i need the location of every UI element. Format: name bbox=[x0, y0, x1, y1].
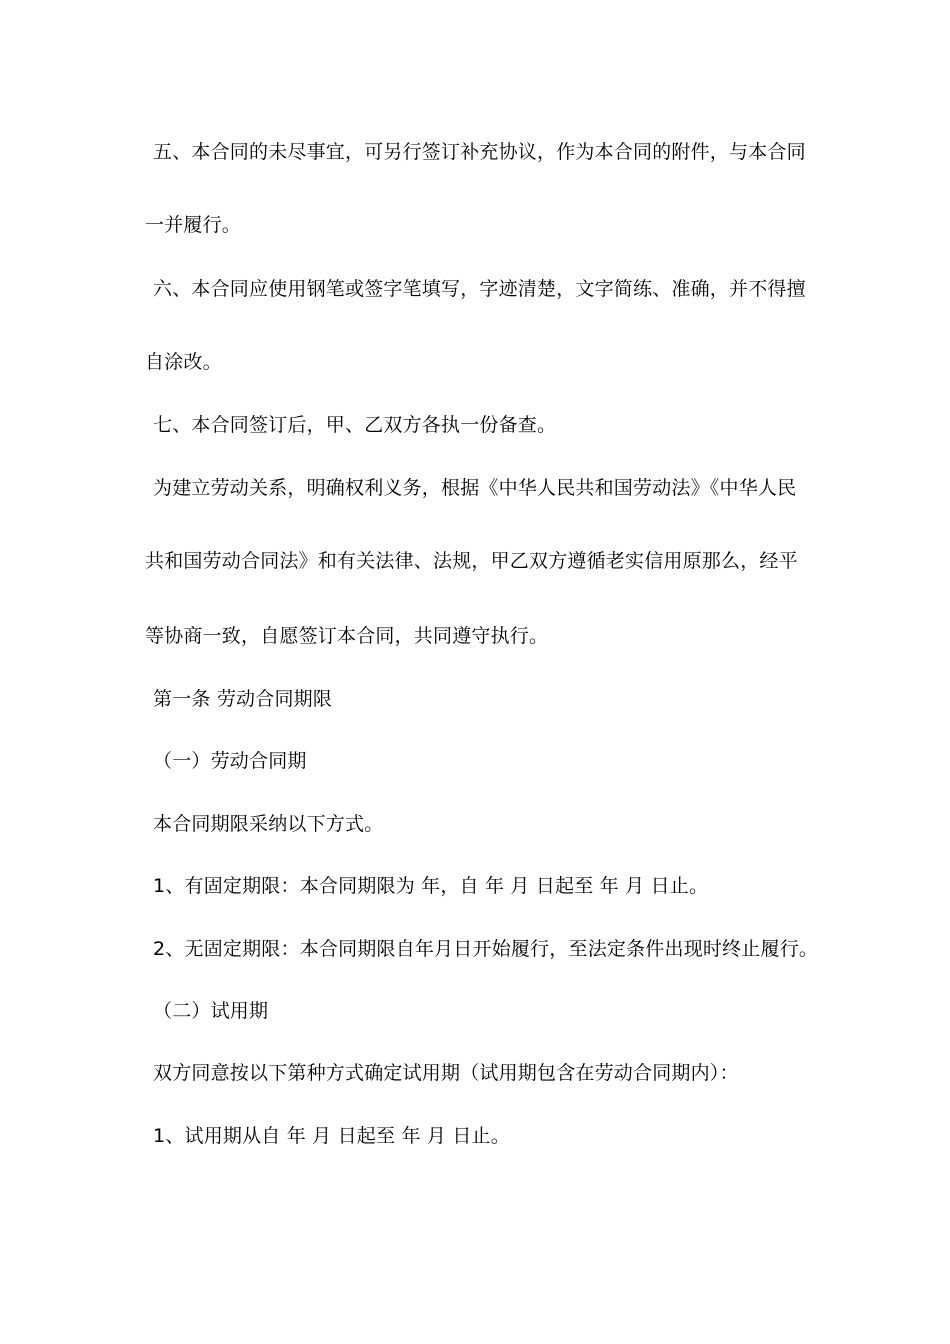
preamble-line-3: 等协商一致，自愿签订本合同，共同遵守执行。 bbox=[145, 625, 549, 647]
clause-6-line-2: 自涂改。 bbox=[145, 351, 222, 373]
clause-6-line-1: 六、本合同应使用钢笔或签字笔填写，字迹清楚，文字简练、准确，并不得擅 bbox=[153, 278, 806, 300]
probation-item-1: 1、试用期从自 年 月 日起至 年 月 日止。 bbox=[153, 1125, 510, 1147]
preamble-line-1: 为建立劳动关系，明确权利义务，根据《中华人民共和国劳动法》《中华人民 bbox=[153, 477, 797, 499]
probation-intro: 双方同意按以下第种方式确定试用期（试用期包含在劳动合同期内）： bbox=[153, 1062, 739, 1084]
fixed-term-item: 1、有固定期限：本合同期限为 年，自 年 月 日起至 年 月 日止。 bbox=[153, 875, 709, 897]
section-2-heading: （二）试用期 bbox=[153, 1000, 269, 1022]
clause-5-line-2: 一并履行。 bbox=[145, 214, 242, 236]
clause-7-line: 七、本合同签订后，甲、乙双方各执一份备查。 bbox=[153, 414, 557, 436]
open-term-item: 2、无固定期限：本合同期限自年月日开始履行，至法定条件出现时终止履行。 bbox=[153, 938, 819, 960]
preamble-line-2: 共和国劳动合同法》和有关法律、法规，甲乙双方遵循老实信用原那么，经平 bbox=[145, 550, 798, 572]
article-1-heading: 第一条 劳动合同期限 bbox=[153, 688, 333, 710]
clause-5-line-1: 五、本合同的未尽事宜，可另行签订补充协议，作为本合同的附件，与本合同 bbox=[153, 141, 806, 163]
section-1-heading: （一）劳动合同期 bbox=[153, 750, 307, 772]
contract-term-intro: 本合同期限采纳以下方式。 bbox=[153, 813, 384, 835]
